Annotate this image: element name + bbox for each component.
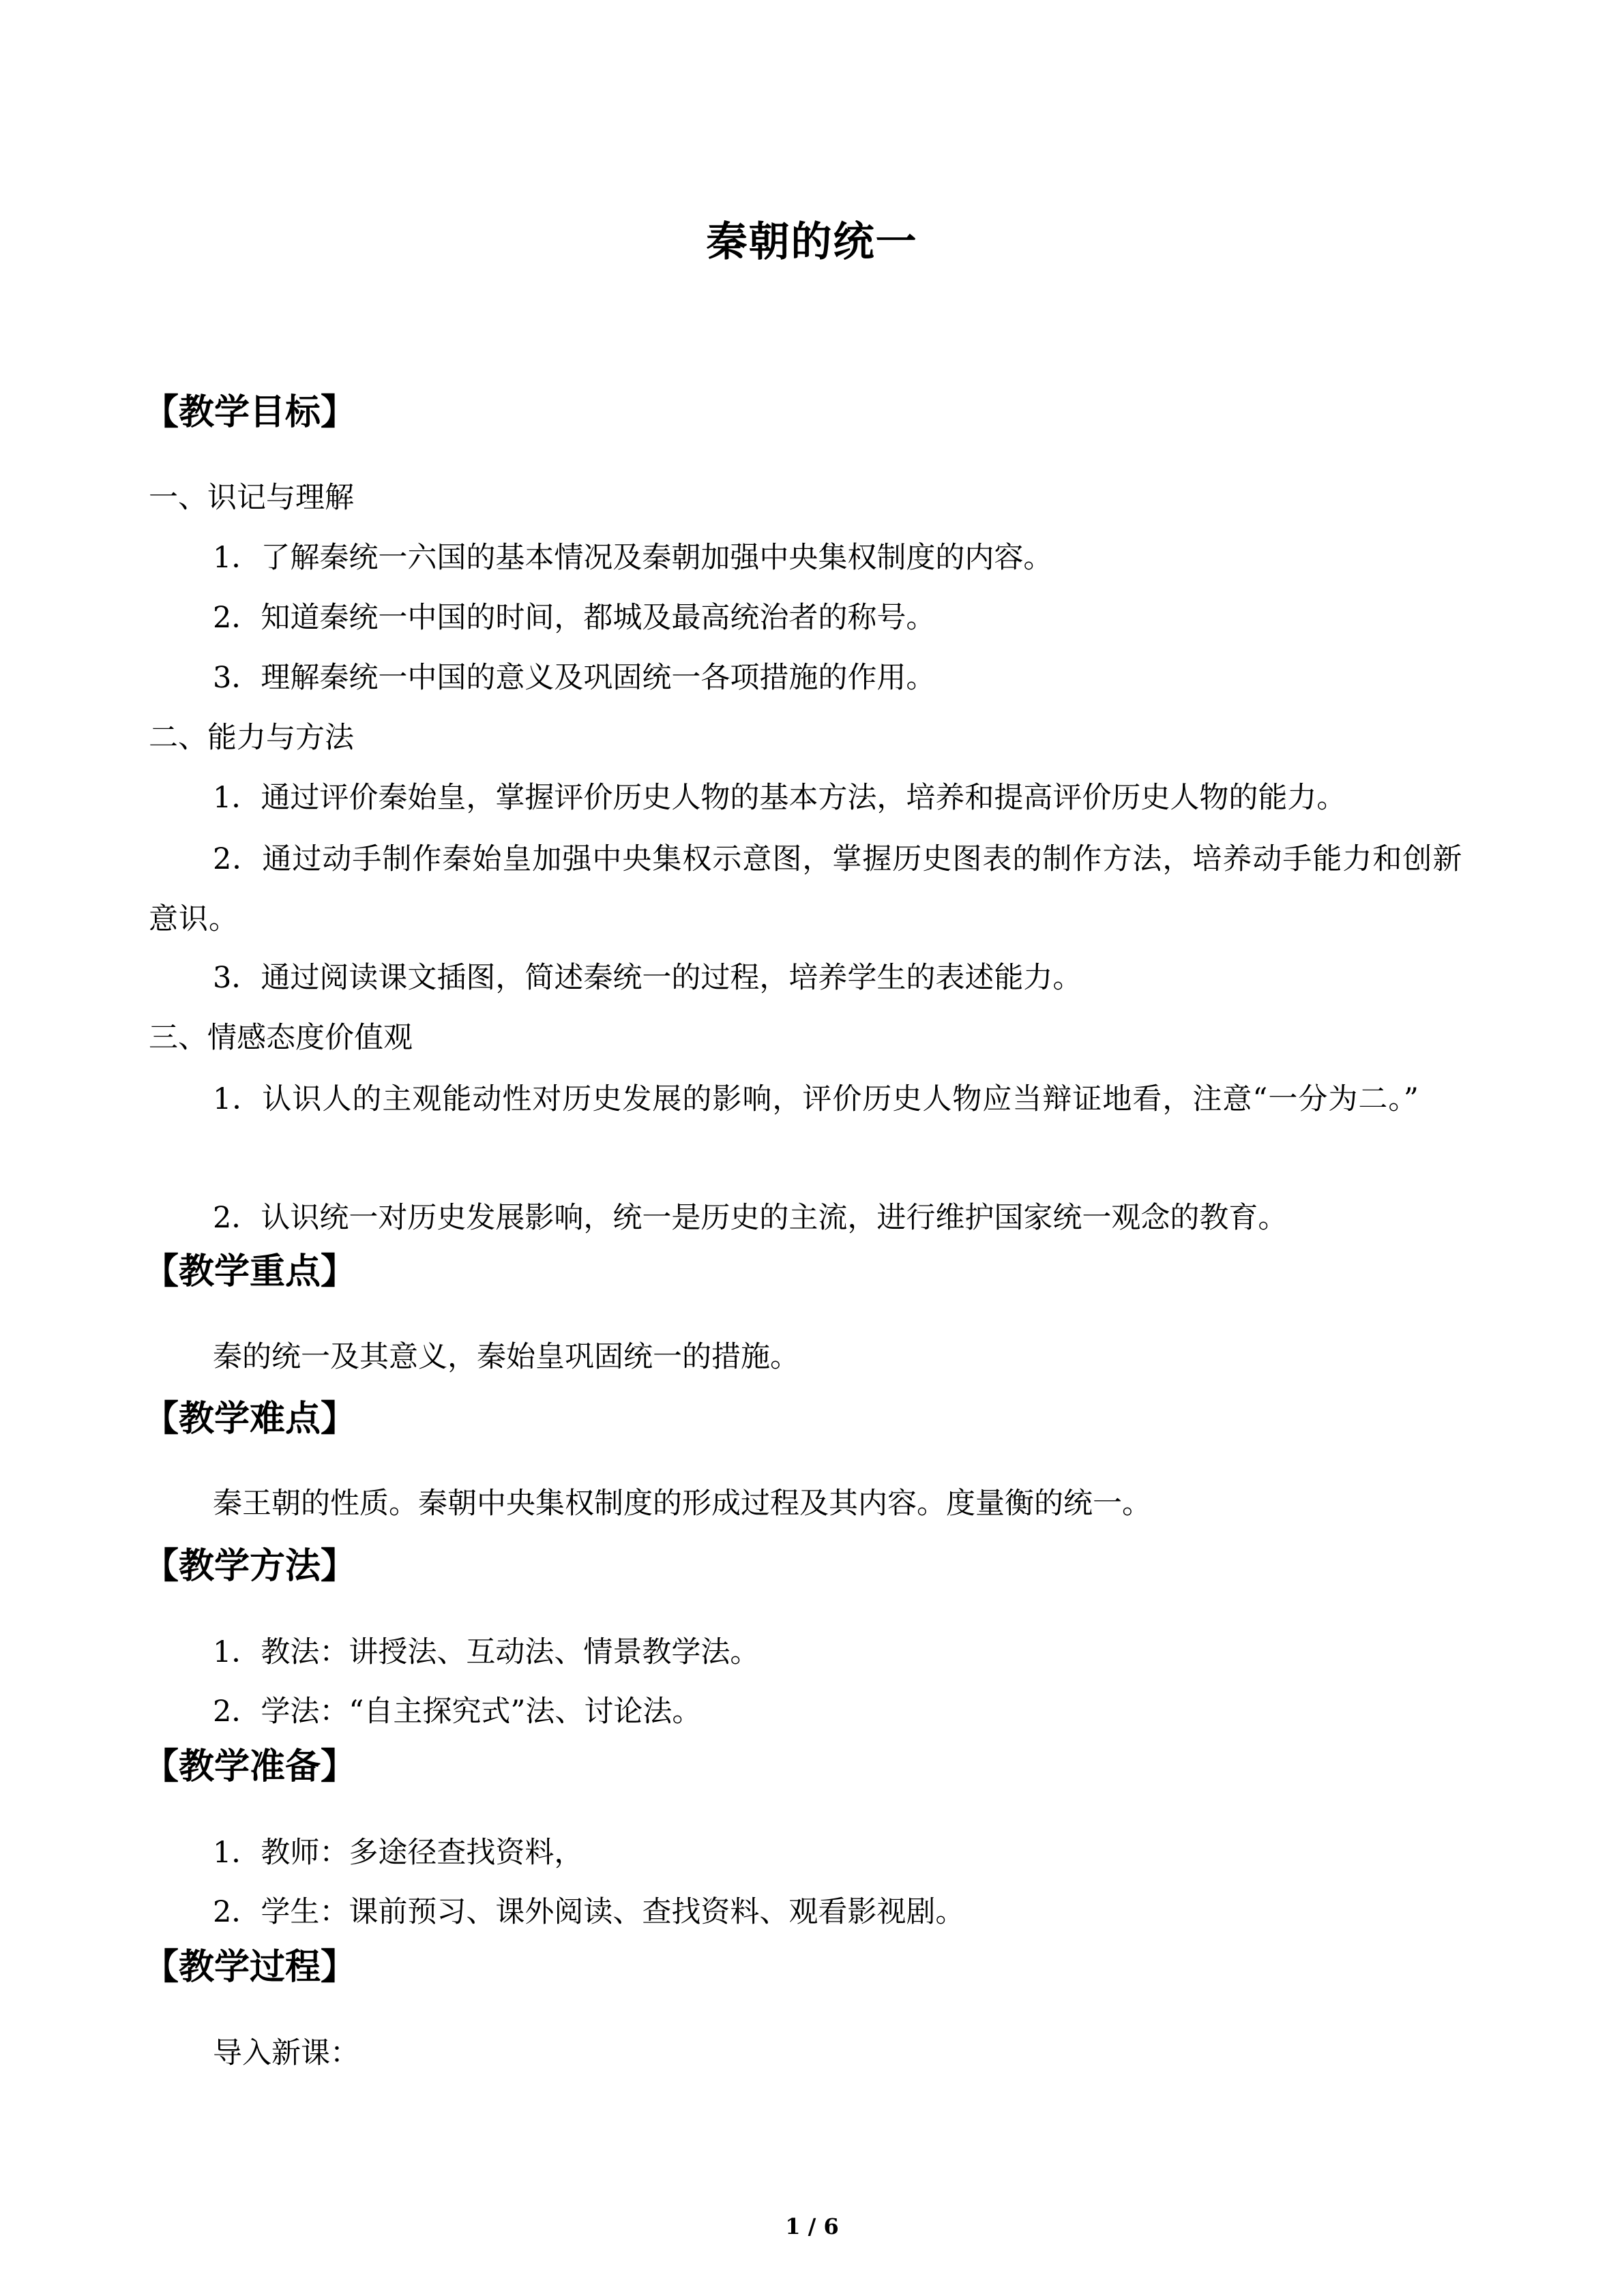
methods-item-1: 1．教法：讲授法、互动法、情景教学法。 <box>213 1635 760 1669</box>
objectives-part1-item-2: 2．知道秦统一中国的时间，都城及最高统治者的称号。 <box>213 601 936 635</box>
heading-key-points: 【教学重点】 <box>143 1251 357 1292</box>
objectives-part3-item-2: 2．认识统一对历史发展影响，统一是历史的主流，进行维护国家统一观念的教育。 <box>213 1201 1288 1235</box>
objectives-part3-title: 三、情感态度价值观 <box>149 1021 413 1055</box>
page-number: 1 / 6 <box>785 2213 839 2239</box>
difficulties-text: 秦王朝的性质。秦朝中央集权制度的形成过程及其内容。度量衡的统一。 <box>213 1487 1151 1521</box>
heading-process: 【教学过程】 <box>143 1947 357 1988</box>
objectives-part2-item-2: 2．通过动手制作秦始皇加强中央集权示意图，掌握历史图表的制作方法，培养动手能力和创新意识。 <box>149 842 1463 936</box>
objectives-part1-title: 一、识记与理解 <box>149 481 354 515</box>
methods-item-2: 2．学法：“自主探究式”法、讨论法。 <box>213 1695 702 1729</box>
objectives-part2-item-3: 3．通过阅读课文插图，简述秦统一的过程，培养学生的表述能力。 <box>213 961 1082 995</box>
objectives-part3-item-1: 1．认识人的主观能动性对历史发展的影响，评价历史人物应当辩证地看，注意“一分为二。” <box>213 1082 1419 1116</box>
heading-methods: 【教学方法】 <box>143 1546 357 1587</box>
heading-objectives: 【教学目标】 <box>143 392 357 433</box>
document-title: 秦朝的统一 <box>706 218 918 266</box>
process-text: 导入新课： <box>213 2036 359 2070</box>
preparation-item-2: 2．学生：课前预习、课外阅读、查找资料、观看影视剧。 <box>213 1895 965 1929</box>
objectives-part2-title: 二、能力与方法 <box>149 721 354 755</box>
heading-preparation: 【教学准备】 <box>143 1746 357 1787</box>
objectives-part1-item-3: 3．理解秦统一中国的意义及巩固统一各项措施的作用。 <box>213 661 936 695</box>
objectives-part1-item-1: 1．了解秦统一六国的基本情况及秦朝加强中央集权制度的内容。 <box>213 541 1053 575</box>
objectives-part2-item-1: 1．通过评价秦始皇，掌握评价历史人物的基本方法，培养和提高评价历史人物的能力。 <box>213 781 1346 815</box>
preparation-item-1: 1．教师：多途径查找资料， <box>213 1836 584 1870</box>
key-points-text: 秦的统一及其意义，秦始皇巩固统一的措施。 <box>213 1340 799 1374</box>
heading-difficulties: 【教学难点】 <box>143 1399 357 1440</box>
